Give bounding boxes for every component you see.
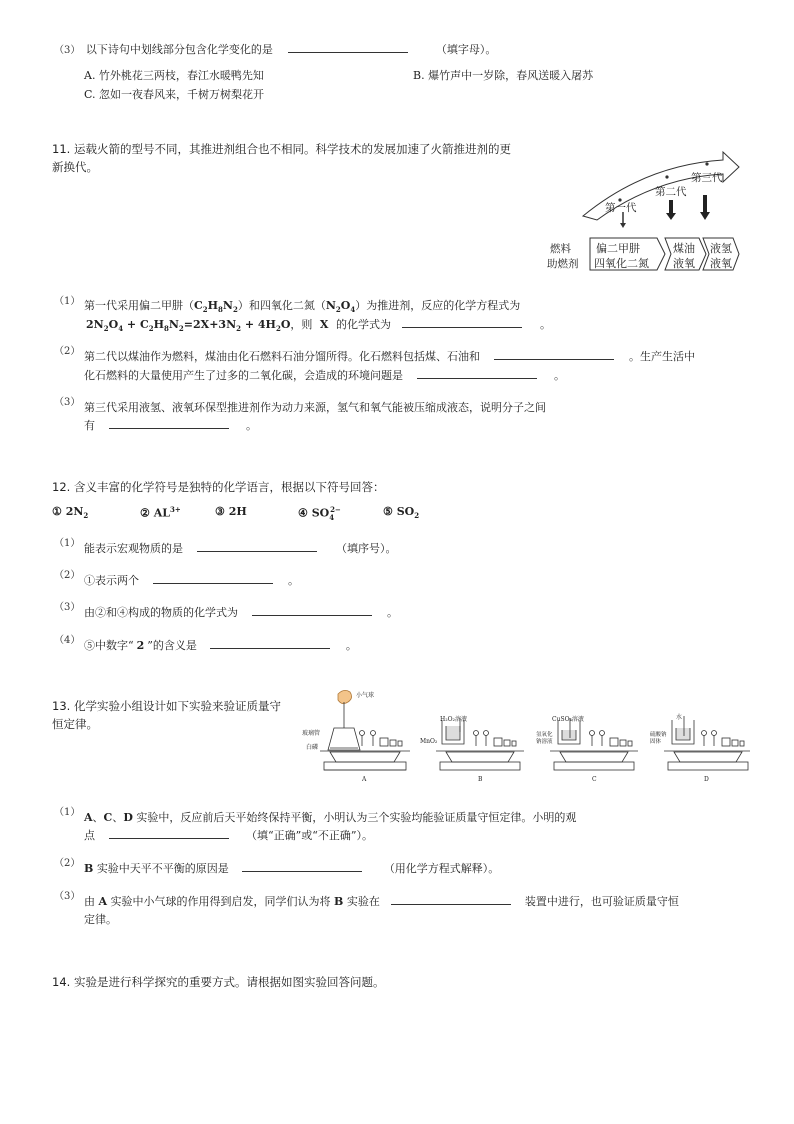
q13-p1-a: A bbox=[84, 811, 93, 824]
q11-p1-end: 。 bbox=[539, 318, 551, 331]
fig-d-side: 硫酸钠固体 bbox=[650, 732, 667, 745]
oxidizer-label: 助燃剂 bbox=[547, 258, 579, 270]
q12-p4-num: （4） bbox=[54, 635, 81, 646]
q13-p3-line2: 定律。 bbox=[84, 913, 117, 926]
rocket-propellant-figure bbox=[545, 130, 745, 280]
q12-p1-num: （1） bbox=[54, 538, 81, 549]
balance-apparatus-graphic bbox=[300, 688, 750, 790]
q11-p1-text-b: ）和四氧化二氮（ bbox=[237, 299, 326, 312]
fig-c-side: 氢氧化钠溶液 bbox=[536, 732, 553, 745]
equation: $2N_2O_4 + C_2H_8N_2=2X+3N_2 + 4H_2O$ bbox=[86, 318, 291, 334]
q12-p1 bbox=[84, 540, 397, 556]
q12-p1-text: 能表示宏观物质的是 bbox=[84, 542, 183, 555]
q11-p1-tail: 的化学式为 bbox=[335, 318, 391, 331]
q14-stem: 14. 实验是进行科学探究的重要方式。请根据如图实验回答问题。 bbox=[52, 975, 385, 989]
q11-p1-line1 bbox=[84, 297, 520, 314]
q12-p4-text-a: ⑤中数字“ bbox=[84, 639, 134, 652]
symbol-2 bbox=[140, 505, 181, 520]
q13-p2-hint: （用化学方程式解释）。 bbox=[383, 862, 500, 875]
box1-line2: 四氧化二氮 bbox=[594, 257, 649, 270]
q10-part3 bbox=[54, 41, 496, 57]
q13-p3-text-c: 实验在 bbox=[346, 895, 380, 908]
q13-p1-text2: 点 bbox=[84, 829, 95, 842]
q11-p3-line1: 第三代采用液氢、液氧环保型推进剂作为动力来源，氢气和氧气能被压缩成液态，说明分子之间 bbox=[84, 401, 546, 414]
q10-option-a: A. 竹外桃花三两枝，春江水暖鸭先知 bbox=[84, 69, 264, 82]
gen3-label: 第三代 bbox=[691, 172, 723, 184]
q11-p1-then: ，则 bbox=[290, 318, 313, 331]
equation-mid: =2X+3N bbox=[183, 318, 237, 331]
q13-p3-text-d: 装置中进行，也可验证质量守恒 bbox=[524, 895, 679, 908]
q10-part3-text: 以下诗句中划线部分包含化学变化的是 bbox=[85, 43, 273, 56]
symbol-5-text: ⑤ SO bbox=[383, 505, 415, 518]
q11-p3-blank[interactable] bbox=[109, 418, 229, 429]
gen1-label: 第一代 bbox=[605, 202, 637, 214]
symbol-5: ⑤ $SO_2$ bbox=[383, 505, 420, 521]
equation-left: 2N bbox=[86, 318, 104, 331]
fig-d-label: 水 bbox=[676, 714, 683, 721]
symbol-4: ④ $SO_4^{2-}$ bbox=[298, 505, 341, 522]
q11-stem-line2: 新换代。 bbox=[52, 160, 98, 174]
symbol-1: ① $2N_2$ bbox=[52, 505, 89, 521]
q11-p3-text2: 有 bbox=[84, 419, 95, 432]
q12-p3-text: 由②和④构成的物质的化学式为 bbox=[84, 606, 238, 619]
q11-p1-blank[interactable] bbox=[402, 317, 522, 328]
fig-caption-d: D bbox=[704, 776, 709, 783]
q10-option-b: B. 爆竹声中一岁除，春风送暖入屠苏 bbox=[413, 69, 594, 82]
q11-p2-text2: 化石燃料的大量使用产生了过多的二氧化碳，会造成的环境问题是 bbox=[84, 369, 403, 382]
formula-c2h8n2-c: C bbox=[194, 299, 203, 312]
fig-caption-b: B bbox=[478, 776, 483, 783]
q11-p2-line1 bbox=[84, 348, 695, 364]
q10-part3-blank[interactable] bbox=[288, 42, 408, 53]
q11-p1-text-c: ）为推进剂，反应的化学方程式为 bbox=[355, 299, 521, 312]
q11-p2-text: 第二代以煤油作为燃料，煤油由化石燃料石油分馏所得。化石燃料包括煤、石油和 bbox=[84, 350, 480, 363]
fig-a-balloon: 小气球 bbox=[356, 692, 375, 699]
formula-n2o4: $N_2O_4$ bbox=[325, 299, 356, 315]
q13-p1-line2 bbox=[84, 827, 373, 843]
q13-p3-text-b: 实验中小气球的作用得到启发，同学们认为将 bbox=[110, 895, 331, 908]
q12-p4-end: 。 bbox=[345, 639, 357, 652]
q12-p4-text-b: ”的含义是 bbox=[147, 639, 197, 652]
q13-p1-blank[interactable] bbox=[109, 828, 229, 839]
symbol-4-sup: 2− bbox=[330, 505, 341, 514]
symbol-3: ③ 2H bbox=[215, 505, 247, 518]
symbol-1-text: ① 2N bbox=[52, 505, 84, 518]
box2-line1: 煤油 bbox=[673, 242, 695, 255]
q11-p3-line2 bbox=[84, 417, 257, 433]
q13-p1-num: （1） bbox=[54, 807, 81, 818]
fig-a-label2: 白磷 bbox=[306, 744, 319, 751]
q13-p2-blank[interactable] bbox=[242, 861, 362, 872]
q12-p4-two: 2 bbox=[136, 639, 145, 652]
q12-p2-text: ①表示两个 bbox=[84, 574, 139, 587]
fuel-label: 燃料 bbox=[550, 243, 571, 255]
q11-p1-line2 bbox=[86, 316, 551, 333]
fig-a-label1: 玻璃管 bbox=[302, 730, 321, 737]
q12-p3-blank[interactable] bbox=[252, 605, 372, 616]
q12-p4-blank[interactable] bbox=[210, 638, 330, 649]
box3-line1: 液氢 bbox=[710, 242, 732, 255]
q10-option-c: C. 忽如一夜春风来，千树万树梨花开 bbox=[84, 88, 265, 101]
fig-caption-a: A bbox=[362, 776, 367, 783]
formula-c2h8n2: $C_2H_8N_2$ bbox=[194, 299, 238, 315]
q13-p2-num: （2） bbox=[54, 858, 81, 869]
q12-p3-num: （3） bbox=[54, 602, 81, 613]
q13-p1-hint: （填“正确”或“不正确”）。 bbox=[246, 829, 373, 842]
q12-p1-blank[interactable] bbox=[197, 541, 317, 552]
q13-p3-a: A bbox=[98, 895, 108, 908]
box1-line1: 偏二甲肼 bbox=[596, 242, 640, 255]
q13-p3-blank[interactable] bbox=[391, 894, 511, 905]
q12-p2-num: （2） bbox=[54, 570, 81, 581]
symbol-2-sup: 3+ bbox=[169, 505, 181, 514]
q13-p2-text: 实验中天平不平衡的原因是 bbox=[96, 862, 229, 875]
q12-p2-blank[interactable] bbox=[153, 573, 273, 584]
q11-p1-num: （1） bbox=[54, 296, 81, 307]
q11-p2-end: 。 bbox=[554, 369, 565, 382]
q13-p2-b: B bbox=[84, 862, 94, 875]
x-symbol: X bbox=[319, 318, 329, 331]
fig-b-mno2: MnO₂ bbox=[420, 738, 438, 745]
q12-p3-end: 。 bbox=[387, 606, 398, 619]
mass-conservation-figure bbox=[300, 688, 750, 790]
symbol-2-text: ② AL bbox=[140, 506, 170, 520]
q10-part3-num: （3） bbox=[54, 45, 81, 56]
q11-p3-end: 。 bbox=[246, 419, 257, 432]
q12-p3 bbox=[84, 604, 398, 620]
q11-p2-blank2[interactable] bbox=[417, 368, 537, 379]
fig-c-label: CuSO₄溶液 bbox=[552, 716, 584, 723]
q13-stem-line2: 恒定律。 bbox=[52, 717, 98, 731]
q13-p3-num: （3） bbox=[54, 891, 81, 902]
q13-stem-line1: 13. 化学实验小组设计如下实验来验证质量守 bbox=[52, 699, 281, 713]
q13-p1-line1: A、C、D 实验中，反应前后天平始终保持平衡，小明认为三个实验均能验证质量守恒定律。小明的观 bbox=[84, 811, 577, 824]
q12-p4 bbox=[84, 637, 357, 653]
q12-p2-end: 。 bbox=[288, 574, 299, 587]
q11-stem-line1: 11. 运载火箭的型号不同，其推进剂组合也不相同。科学技术的发展加速了火箭推进剂的更 bbox=[52, 142, 511, 156]
q11-p2-tail: 。生产生活中 bbox=[629, 350, 695, 363]
box2-line2: 液氧 bbox=[673, 257, 695, 270]
fig-caption-c: C bbox=[592, 776, 597, 783]
q11-p2-line2 bbox=[84, 367, 565, 383]
q13-p1-c: C bbox=[103, 811, 113, 824]
q12-p2 bbox=[84, 572, 299, 588]
q13-p3-line1 bbox=[84, 893, 679, 909]
gen2-label: 第二代 bbox=[655, 186, 687, 198]
q11-p1-text-a: 第一代采用偏二甲肼（ bbox=[84, 299, 194, 312]
q11-p3-num: （3） bbox=[54, 397, 81, 408]
q13-p3-text-a: 由 bbox=[84, 895, 95, 908]
q13-p3-b: B bbox=[334, 895, 344, 908]
fig-b-label: H₂O₂溶液 bbox=[440, 716, 467, 723]
box3-line2: 液氧 bbox=[710, 257, 732, 270]
q11-p2-blank1[interactable] bbox=[494, 349, 614, 360]
symbol-4-text: ④ SO bbox=[298, 506, 330, 520]
q11-p2-num: （2） bbox=[54, 346, 81, 357]
q13-p2 bbox=[84, 860, 499, 876]
q12-stem: 12. 含义丰富的化学符号是独特的化学语言，根据以下符号回答： bbox=[52, 480, 385, 494]
q10-part3-hint: （填字母）。 bbox=[435, 43, 497, 56]
q13-p1-text: 实验中，反应前后天平始终保持平衡，小明认为三个实验均能验证质量守恒定律。小明的观 bbox=[136, 811, 577, 824]
q13-p1-d: D bbox=[123, 811, 133, 824]
q12-p1-hint: （填序号）。 bbox=[336, 542, 397, 555]
